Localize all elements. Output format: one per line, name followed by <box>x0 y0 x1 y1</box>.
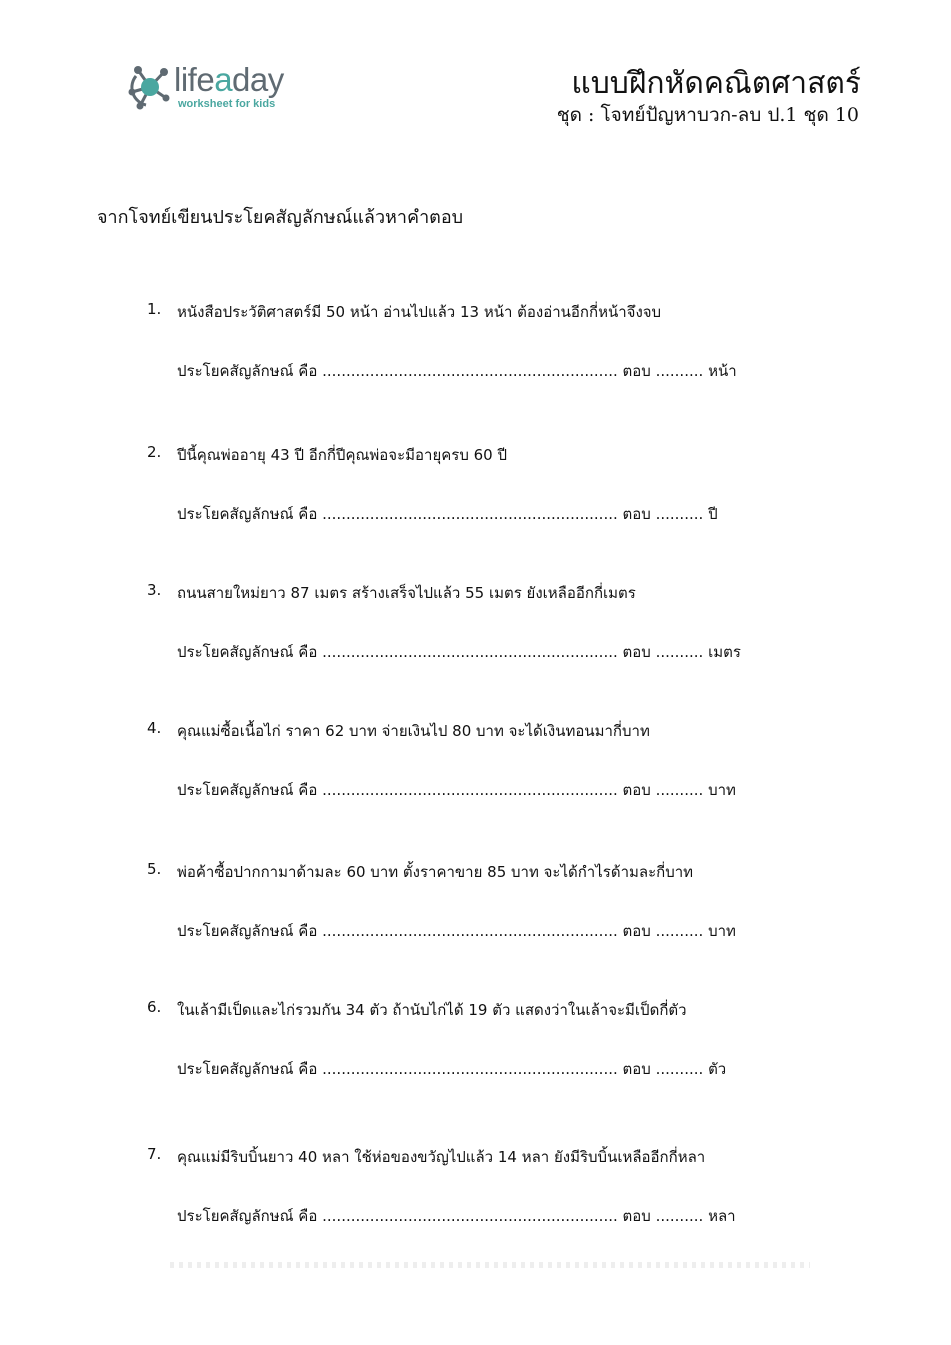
question-text: หนังสือประวัติศาสตร์มี 50 หน้า อ่านไปแล้ว 13 หน้า ต้องอ่านอีกกี่หน้าจึงจบ <box>177 303 662 321</box>
sentence-blank[interactable]: .............................................................. <box>322 643 618 661</box>
question-text: ถนนสายใหม่ยาว 87 เมตร สร้างเสร็จไปแล้ว 55 เมตร ยังเหลืออีกกี่เมตร <box>177 584 636 602</box>
faded-bottom-line <box>170 1262 810 1268</box>
unit-label: บาท <box>708 781 736 799</box>
answer-line: ประโยคสัญลักษณ์ คือ .............................................................. ตอบ .......... ปี <box>177 505 718 523</box>
sentence-blank[interactable]: .............................................................. <box>322 362 618 380</box>
sentence-blank[interactable]: .............................................................. <box>322 922 618 940</box>
sentence-blank[interactable]: .............................................................. <box>322 781 618 799</box>
question-text: พ่อค้าซื้อปากกามาด้ามละ 60 บาท ตั้งราคาขาย 85 บาท จะได้กำไรด้ามละกี่บาท <box>177 863 694 881</box>
instruction: จากโจทย์เขียนประโยคสัญลักษณ์แล้วหาคำตอบ <box>97 207 464 228</box>
page-subtitle: ชุด : โจทย์ปัญหาบวก-ลบ ป.1 ชุด 10 <box>556 104 859 126</box>
question-text: ในเล้ามีเป็ดและไก่รวมกัน 34 ตัว ถ้านับไก่ได้ 19 ตัว แสดงว่าในเล้าจะมีเป็ดกี่ตัว <box>177 1001 687 1019</box>
answer-blank[interactable]: .......... <box>655 362 704 380</box>
answer-line: ประโยคสัญลักษณ์ คือ .............................................................. ตอบ .......... หลา <box>177 1207 736 1225</box>
question-number: 1. <box>147 300 162 318</box>
logo <box>126 60 326 116</box>
answer-line: ประโยคสัญลักษณ์ คือ .............................................................. ตอบ .......... เมตร <box>177 643 741 661</box>
unit-label: หลา <box>708 1207 736 1225</box>
sentence-blank[interactable]: .............................................................. <box>322 505 618 523</box>
question-number: 2. <box>147 443 162 461</box>
question-number: 4. <box>147 719 162 737</box>
sentence-blank[interactable]: .............................................................. <box>322 1060 618 1078</box>
answer-blank[interactable]: .......... <box>655 505 704 523</box>
unit-label: หน้า <box>708 362 737 380</box>
question-number: 6. <box>147 998 162 1016</box>
unit-label: บาท <box>708 922 736 940</box>
logo-tagline: worksheet for kids <box>178 98 276 110</box>
logo-wordmark: lifeaday <box>174 61 284 98</box>
question-number: 3. <box>147 581 162 599</box>
answer-blank[interactable]: .......... <box>655 922 704 940</box>
answer-line: ประโยคสัญลักษณ์ คือ .............................................................. ตอบ .......... บาท <box>177 781 736 799</box>
answer-blank[interactable]: .......... <box>655 1060 704 1078</box>
question-text: ปีนี้คุณพ่ออายุ 43 ปี อีกกี่ปีคุณพ่อจะมีอายุครบ 60 ปี <box>177 446 508 464</box>
answer-blank[interactable]: .......... <box>655 643 704 661</box>
answer-line: ประโยคสัญลักษณ์ คือ .............................................................. ตอบ .......... หน้า <box>177 362 737 380</box>
answer-line: ประโยคสัญลักษณ์ คือ .............................................................. ตอบ .......... ตัว <box>177 1060 727 1078</box>
sentence-blank[interactable]: .............................................................. <box>322 1207 618 1225</box>
answer-blank[interactable]: .......... <box>655 781 704 799</box>
question-number: 5. <box>147 860 162 878</box>
unit-label: ปี <box>708 505 718 523</box>
molecule-icon <box>126 62 174 112</box>
unit-label: ตัว <box>708 1060 727 1078</box>
answer-line: ประโยคสัญลักษณ์ คือ .............................................................. ตอบ .......... บาท <box>177 922 736 940</box>
unit-label: เมตร <box>708 643 741 661</box>
question-number: 7. <box>147 1145 162 1163</box>
question-text: คุณแม่ซื้อเนื้อไก่ ราคา 62 บาท จ่ายเงินไป 80 บาท จะได้เงินทอนมากี่บาท <box>177 722 650 740</box>
answer-blank[interactable]: .......... <box>655 1207 704 1225</box>
question-text: คุณแม่มีริบบิ้นยาว 40 หลา ใช้ห่อของขวัญไปแล้ว 14 หลา ยังมีริบบิ้นเหลืออีกกี่หลา <box>177 1148 706 1166</box>
page-title: แบบฝึกหัดคณิตศาสตร์ <box>571 66 861 101</box>
